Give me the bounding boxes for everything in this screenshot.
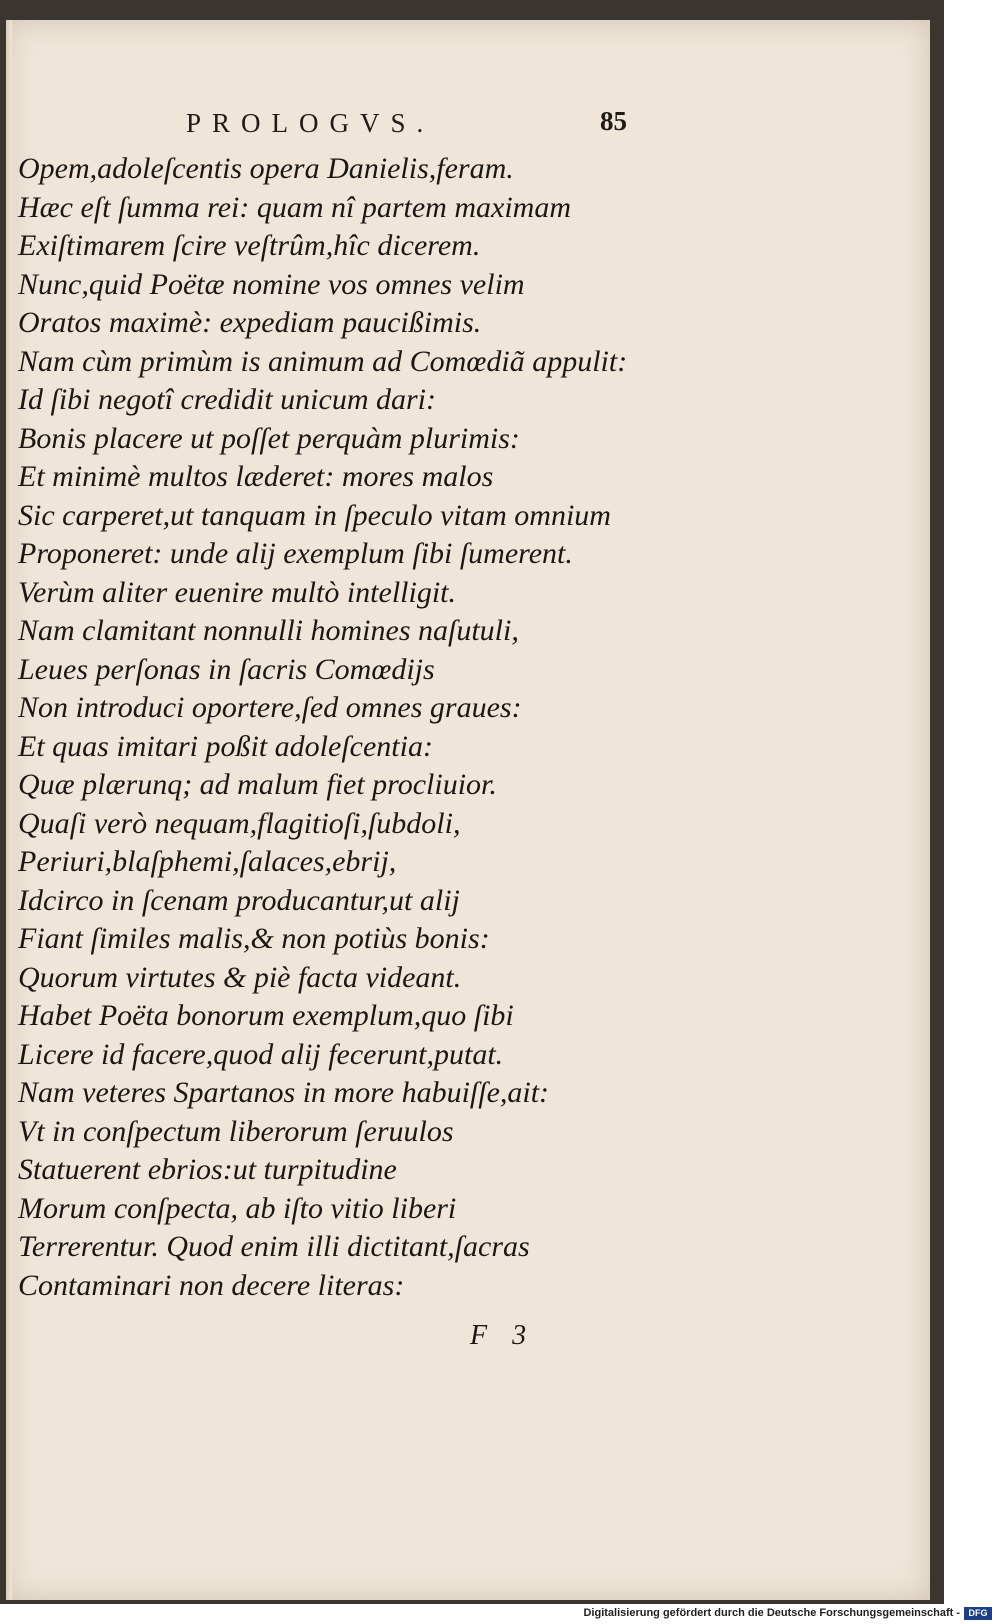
verse-line: Sic carperet,ut tanquam in ſpeculo vitam omnium: [18, 498, 611, 532]
verse-line: Periuri,blaſphemi,ſalaces,ebrij,: [18, 845, 397, 878]
digitization-footer: [0, 1604, 1000, 1624]
verse-line: Et quas imitari poßit adoleſcentia:: [18, 729, 433, 763]
verse-line: Quorum virtutes & piè facta videant.: [18, 960, 462, 994]
verse-line: Vt in conſpectum liberorum ſeruulos: [18, 1114, 454, 1148]
verse-line: Terrerentur. Quod enim illi dictitant,ſacras: [18, 1230, 530, 1263]
verse-line: Non introduci oportere,ſed omnes graues:: [18, 691, 522, 724]
verse-line: Verùm aliter euenire multò intelligit.: [18, 575, 456, 609]
verse-line: Hæc eſt ſumma rei: quam nî partem maximam: [18, 190, 571, 224]
verse-line: Quæ plærunq; ad malum fiet procliuior.: [18, 768, 497, 801]
verse-line: Opem,adoleſcentis opera Danielis,feram.: [18, 152, 514, 185]
verse-line: Nam veteres Spartanos in more habuiſſe,ait:: [18, 1076, 550, 1109]
verse-line: Statuerent ebrios:ut turpitudine: [18, 1153, 397, 1186]
verse-line: Morum conſpecta, ab iſto vitio liberi: [18, 1191, 457, 1225]
page-number: 85: [600, 106, 627, 136]
verse-text: [18, 150, 658, 1305]
verse-line: Nunc,quid Poëtæ nomine vos omnes velim: [18, 267, 525, 301]
verse-line: Fiant ſimiles malis,& non potiùs bonis:: [18, 922, 490, 955]
running-head: PROLOGVS.: [186, 108, 435, 138]
verse-line: Nam cùm primùm is animum ad Comœdiã appulit:: [18, 344, 628, 378]
verse-line: Id ſibi negotî credidit unicum dari:: [18, 383, 436, 416]
verse-line: Habet Poëta bonorum exemplum,quo ſibi: [18, 999, 514, 1032]
verse-line: Exiſtimarem ſcire veſtrûm,hîc dicerem.: [18, 229, 481, 262]
verse-line: Oratos maximè: expediam paucißimis.: [18, 306, 482, 339]
signature-mark: F 3: [470, 1320, 527, 1351]
verse-line: Leues perſonas in ſacris Comœdijs: [18, 652, 435, 686]
verse-line: Contaminari non decere literas:: [18, 1268, 405, 1302]
funding-credit: Digitalisierung gefördert durch die Deutsche Forschungsgemeinschaft -: [583, 1607, 960, 1619]
verse-line: Nam clamitant nonnulli homines naſutuli,: [18, 614, 519, 647]
verse-line: Licere id facere,quod alij fecerunt,putat.: [18, 1037, 504, 1071]
dfg-logo[interactable]: DFG: [964, 1607, 992, 1620]
verse-line: Proponeret: unde alij exemplum ſibi ſumerent.: [18, 537, 573, 570]
verse-line: Bonis placere ut poſſet perquàm plurimis:: [18, 421, 520, 455]
verse-line: Et minimè multos læderet: mores malos: [18, 460, 494, 493]
verse-line: Idcirco in ſcenam producantur,ut alij: [18, 883, 460, 917]
page-gutter-shadow: [6, 20, 12, 1600]
verse-line: Quaſi verò nequam,flagitioſi,ſubdoli,: [18, 806, 461, 840]
